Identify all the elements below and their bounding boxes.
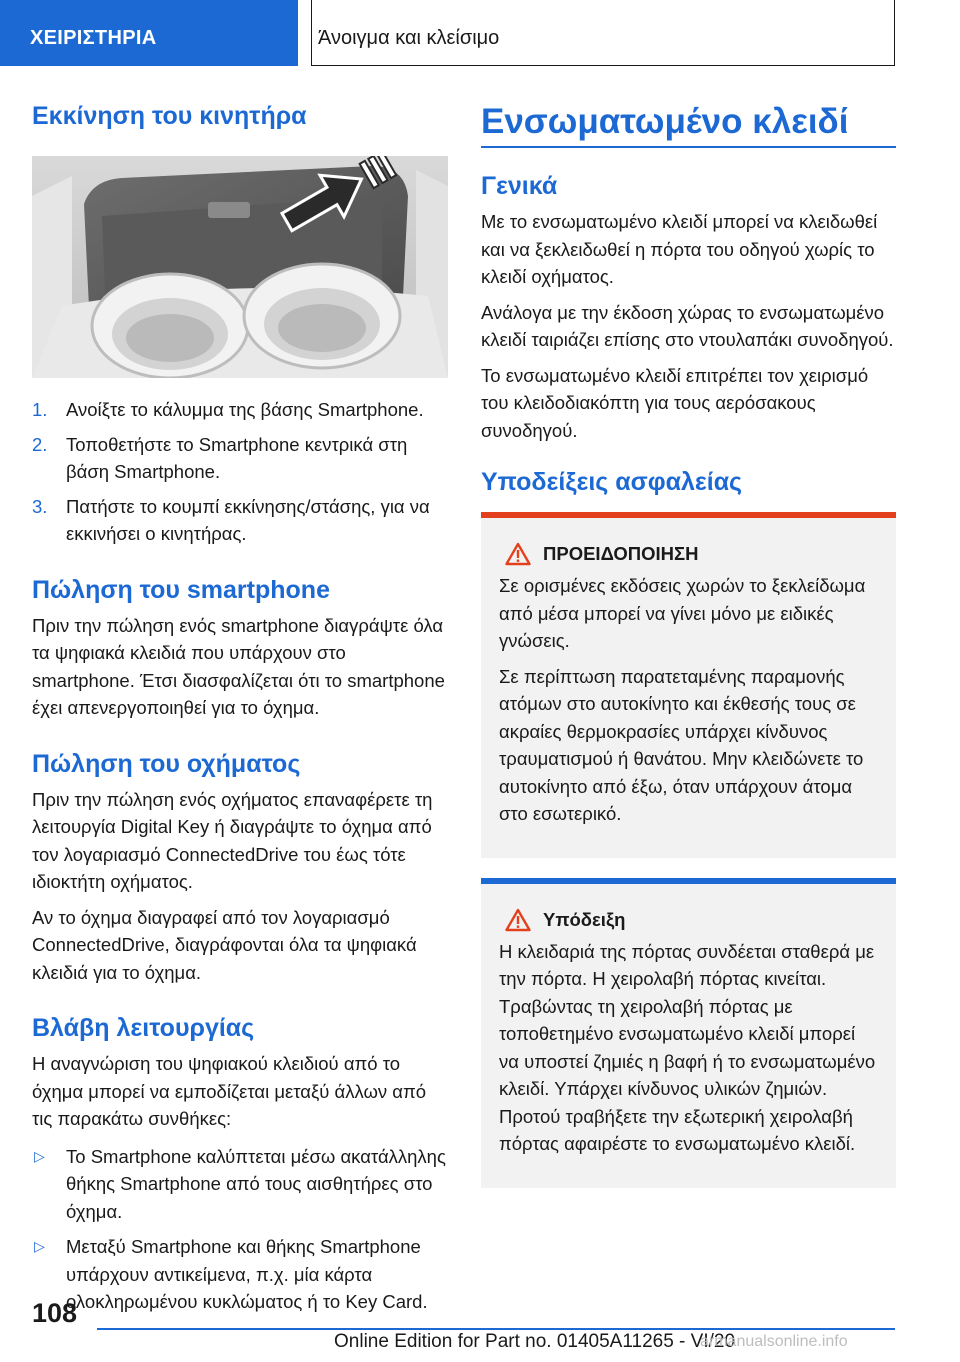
integrated-key-heading: Ενσωματωμένο κλειδί — [481, 102, 849, 141]
step-item: 1. Ανοίξτε το κάλυμμα της βάσης Smartphone. — [32, 399, 424, 420]
header-divider — [311, 0, 312, 66]
fault-conditions-list — [32, 1143, 448, 1316]
fault-heading: Βλάβη λειτουργίας — [32, 1014, 255, 1042]
fault-text: Η αναγνώριση του ψηφιακού κλειδιού από το όχημα μπορεί να εμποδίζεται μεταξύ άλλων από τις παρακάτω συνθήκες: — [32, 1053, 427, 1129]
footer-edition: Online Edition for Part no. 01405A11265 - VI/20 — [334, 1331, 736, 1352]
triangle-bullet-icon: ▷ — [34, 1147, 45, 1164]
general-heading: Γενικά — [481, 172, 558, 200]
note-box — [481, 878, 896, 1188]
chapter-title: ΧΕΙΡΙΣΤΗΡΙΑ — [0, 0, 298, 66]
right-column — [481, 100, 896, 1188]
general-text-2: Ανάλογα με την έκδοση χώρας το ενσωματωμένο κλειδί ταιριάζει επίσης στο ντουλαπάκι συνοδηγού. — [481, 301, 894, 350]
sale-vehicle-text-2: Αν το όχημα διαγραφεί από τον λογαριασμό ConnectedDrive, διαγράφονται όλα τα ψηφιακά κλειδιά για το όχημα. — [32, 906, 417, 983]
safety-heading: Υποδείξεις ασφαλείας — [481, 468, 743, 496]
sale-smartphone-heading: Πώληση του smartphone — [32, 575, 330, 604]
triangle-bullet-icon: ▷ — [34, 1238, 45, 1254]
warning-triangle-icon — [505, 908, 531, 932]
sale-smartphone-text: Πριν την πώληση ενός smartphone διαγράψτε όλα τα ψηφιακά κλειδιά που υπάρχουν στο smartphone. Έτσι διασφαλίζεται ότι το smartphone έχει απενεργοποιηθεί για το όχημα. — [32, 614, 445, 718]
sale-vehicle-heading: Πώληση του οχήματος — [32, 749, 301, 778]
general-text-1: Με το ενσωματωμένο κλειδί μπορεί να κλειδωθεί και να ξεκλειδωθεί η πόρτα του οδηγού χωρίς το κλειδί οχήματος. — [481, 211, 878, 287]
warning-text-2: Σε περίπτωση παρατεταμένης παραμονής ατόμων στο αυτοκίνητο και έκθεσής τους σε ακραίες θερμοκρασίες υπάρχει κίνδυνος τραυματισμού ή θανάτου. Μην κλειδώνετε το αυτοκίνητο από έξω, όταν υπάρχουν άτομα στο εσωτερικό. — [499, 665, 864, 824]
heading-rule — [481, 146, 896, 148]
sale-vehicle-text: Πριν την πώληση ενός οχήματος επαναφέρετε τη λειτουργία Digital Key ή διαγράψτε το όχημα από τον λογαριασμό ConnectedDrive του έως τότε ιδιοκτήτη οχήματος. — [32, 788, 433, 892]
step-item: 3. Πατήστε το κουμπί εκκίνησης/στάσης, για να εκκινήσει ο κινητήρας. — [32, 495, 430, 544]
page-number: 108 — [32, 1298, 78, 1328]
warning-triangle-icon — [505, 542, 531, 566]
console-image — [32, 156, 448, 378]
warning-title: ΠΡΟΕΙΔΟΠΟΙΗΣΗ — [499, 540, 878, 568]
page-header — [0, 0, 960, 66]
header-underline — [311, 65, 895, 66]
engine-start-heading: Εκκίνηση του κινητήρα — [32, 102, 307, 130]
step-item: 2. Τοποθετήστε το Smartphone κεντρικά στη βάση Smartphone. — [32, 433, 408, 482]
warning-box — [481, 512, 896, 858]
smartphone-tray-illustration — [32, 156, 448, 378]
left-column — [32, 100, 448, 1324]
section-title: Άνοιγμα και κλείσιμο — [318, 27, 500, 49]
note-title: Υπόδειξη — [499, 906, 878, 934]
footer-rule — [97, 1328, 895, 1330]
note-text: Η κλειδαριά της πόρτας συνδέεται σταθερά με την πόρτα. Η χειρολαβή πόρτας κινείται. Τραβώντας τη χειρολαβή πόρτας με τοποθετημένο ενσωματωμένο κλειδί μπορεί να υποστεί ζημιές η βαφή ή το ενσωματωμένο κλειδί. Υπάρχει κίνδυνος υλικών ζημιών. Προτού τραβήξετε την εξωτερική χειρολαβή πόρτας αφαιρέστε το ενσωματωμένο κλειδί. — [499, 940, 876, 1154]
watermark: armanualsonline.info — [700, 1333, 848, 1350]
header-divider-right — [894, 0, 895, 66]
engine-start-steps — [32, 396, 448, 548]
general-text-3: Το ενσωματωμένο κλειδί επιτρέπει τον χειρισμό του κλειδοδιακόπτη για τους αερόσακους συνοδηγού. — [481, 364, 869, 441]
list-item: ▷ Μεταξύ Smartphone και θήκης Smartphone υπάρχουν αντικείμενα, π.χ. μία κάρτα ολοκληρωμένου κυκλώματος ή το Key Card. — [32, 1233, 448, 1316]
warning-text-1: Σε ορισμένες εκδόσεις χωρών το ξεκλείδωμα από μέσα μπορεί να γίνει μόνο με ειδικές γνώσεις. — [499, 575, 866, 651]
list-item: ▷ Το Smartphone καλύπτεται μέσω ακατάλληλης θήκης Smartphone από τους αισθητήρες στο όχημα. — [32, 1143, 448, 1226]
